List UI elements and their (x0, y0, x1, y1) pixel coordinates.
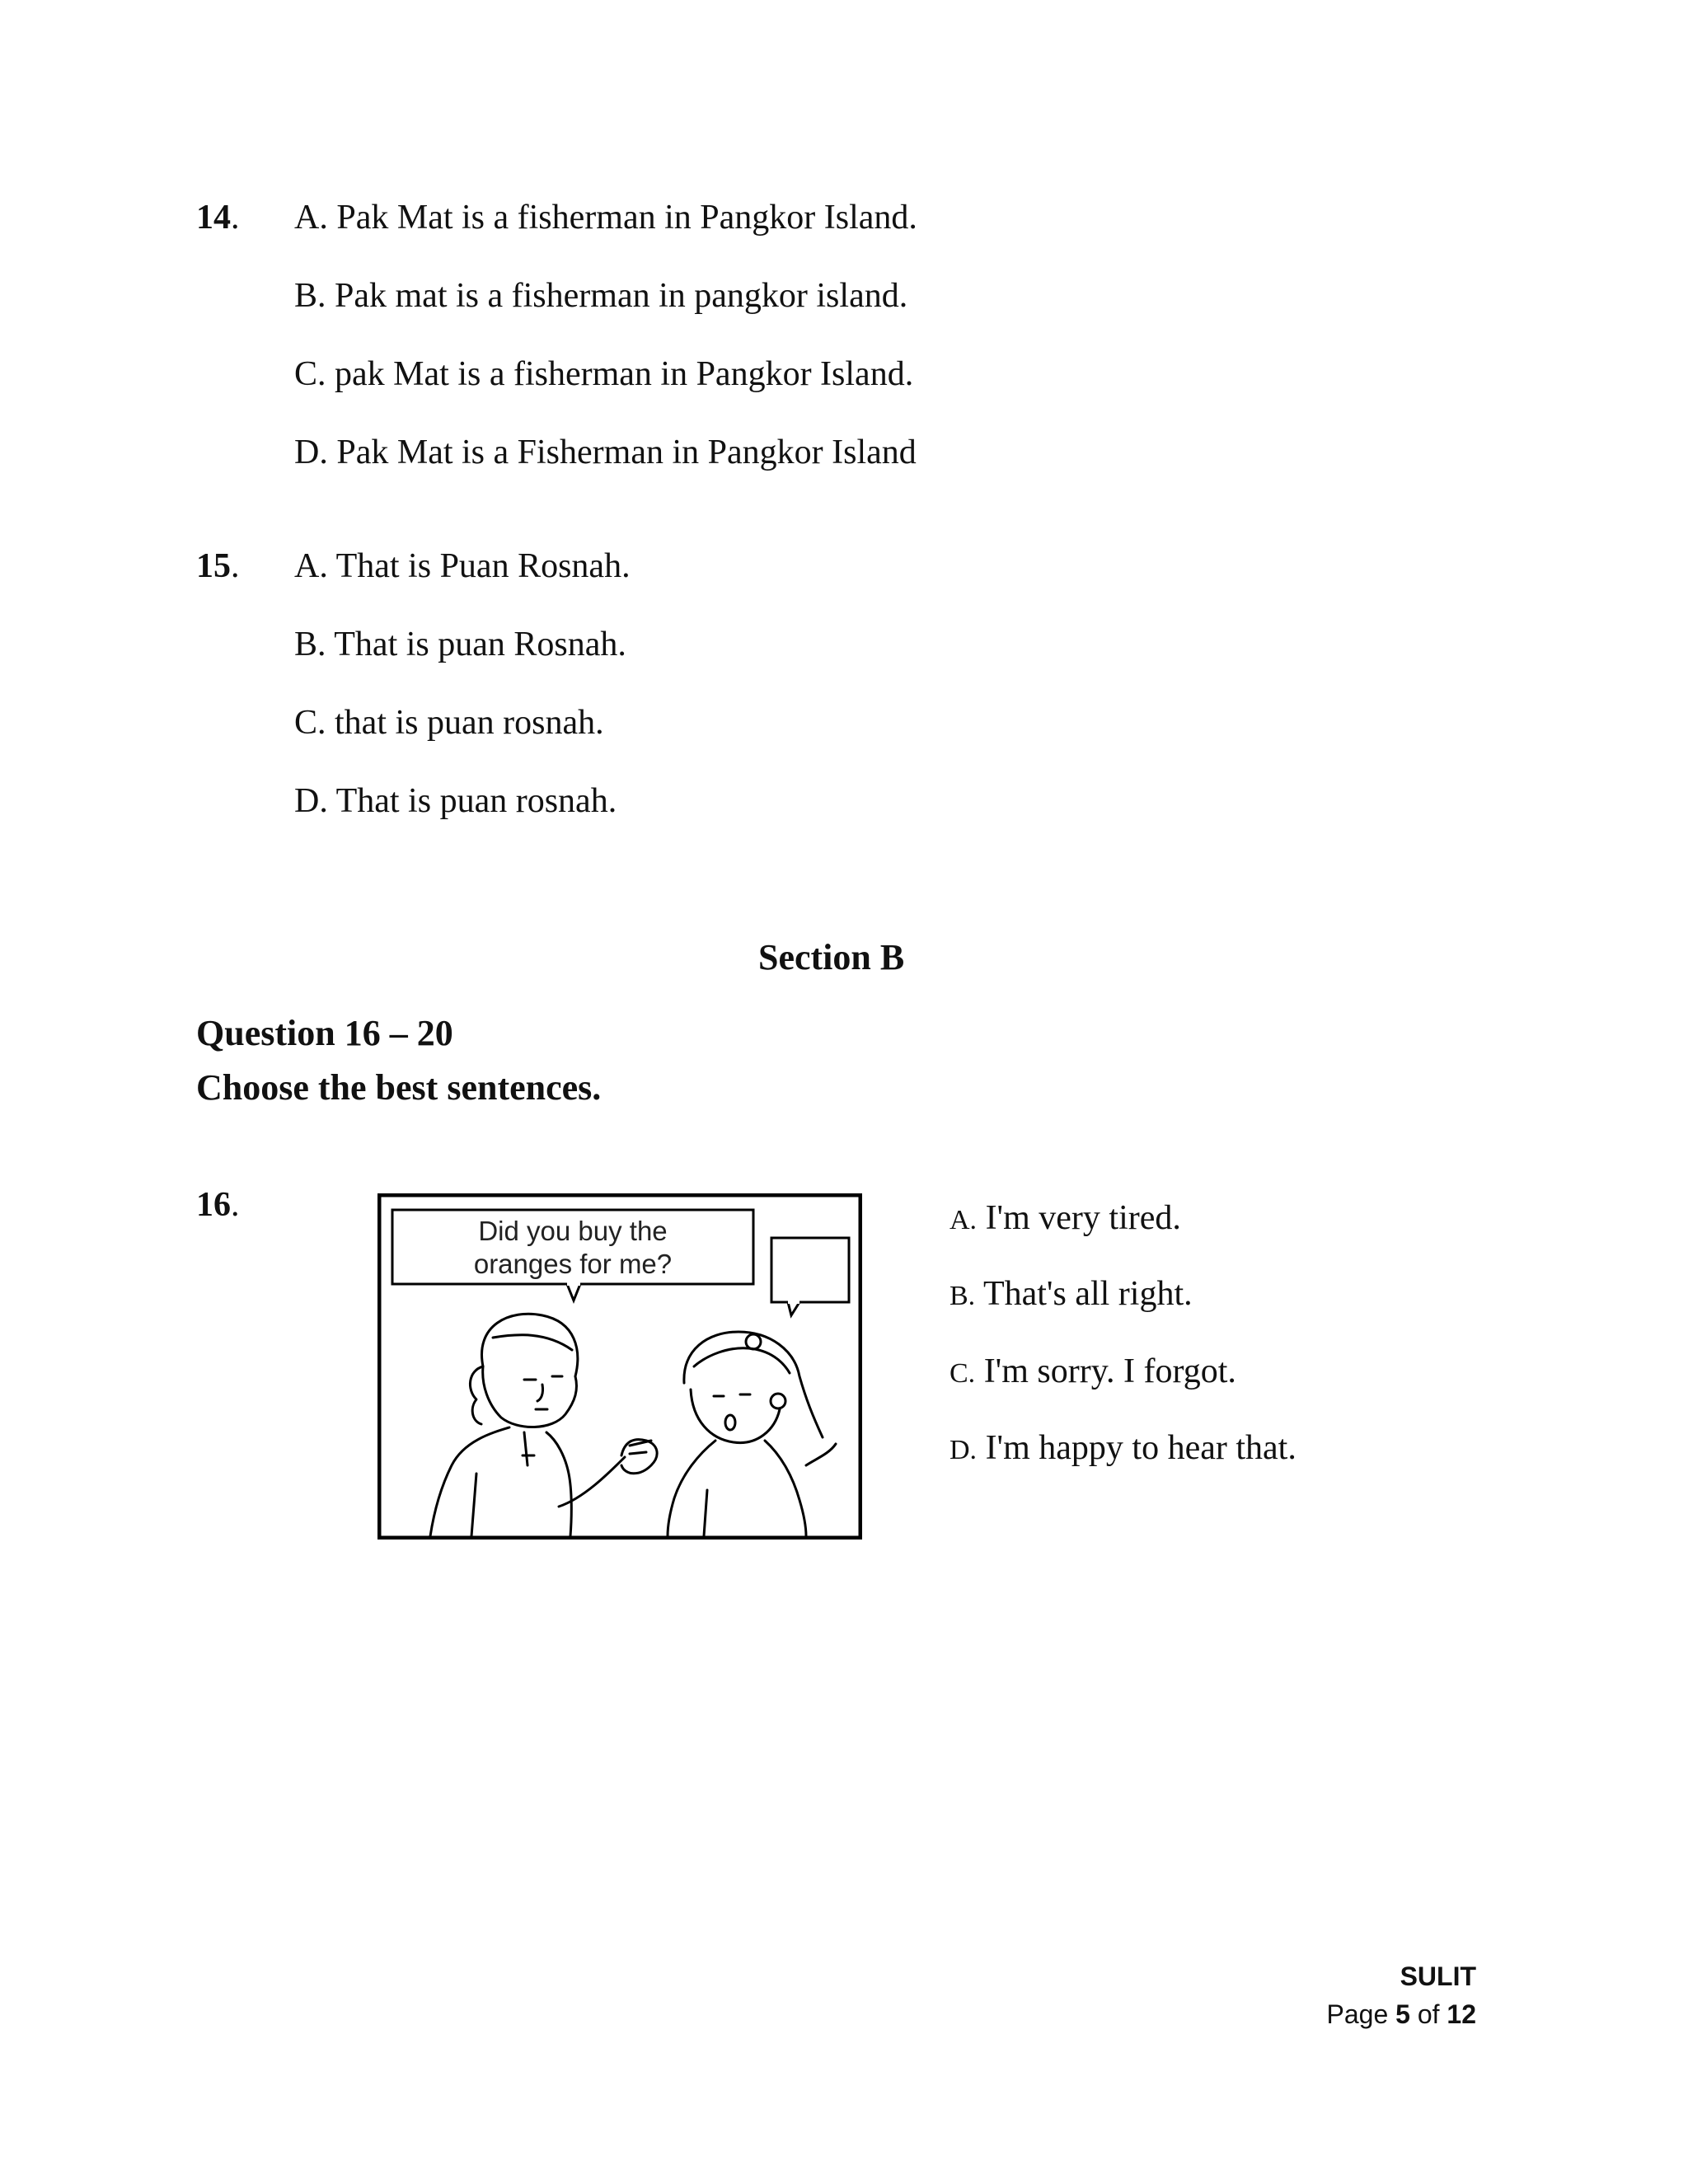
speech-text-line2: oranges for me? (473, 1249, 673, 1279)
classification-label: SULIT (1400, 1961, 1476, 1991)
option-15c[interactable]: C. that is puan rosnah. (294, 704, 604, 742)
option-16b[interactable]: B. That's all right. (950, 1275, 1193, 1313)
question-number: 15. (196, 547, 240, 585)
option-14b[interactable]: B. Pak mat is a fisherman in pangkor island. (294, 277, 908, 315)
option-15d[interactable]: D. That is puan rosnah. (294, 782, 617, 820)
question-number: 16. (196, 1186, 240, 1224)
speech-text-line1: Did you buy the (478, 1216, 668, 1246)
option-16d[interactable]: D. I'm happy to hear that. (950, 1429, 1296, 1467)
option-14d[interactable]: D. Pak Mat is a Fisherman in Pangkor Island (294, 434, 917, 471)
empty-speech-bubble (771, 1238, 849, 1302)
comic-illustration (377, 1193, 862, 1540)
option-16c[interactable]: C. I'm sorry. I forgot. (950, 1352, 1236, 1390)
question-range: Question 16 – 20 (196, 1013, 453, 1053)
option-15a[interactable]: A. That is Puan Rosnah. (294, 547, 631, 585)
option-15b[interactable]: B. That is puan Rosnah. (294, 626, 626, 663)
section-title: Section B (758, 937, 905, 977)
question-number: 14. (196, 199, 240, 237)
page-indicator: Page 5 of 12 (1326, 1999, 1476, 2029)
option-16a[interactable]: A. I'm very tired. (950, 1199, 1181, 1237)
comic-drawing (377, 1193, 862, 1540)
option-14c[interactable]: C. pak Mat is a fisherman in Pangkor Island. (294, 355, 914, 393)
option-14a[interactable]: A. Pak Mat is a fisherman in Pangkor Island. (294, 199, 917, 237)
instruction: Choose the best sentences. (196, 1067, 602, 1108)
